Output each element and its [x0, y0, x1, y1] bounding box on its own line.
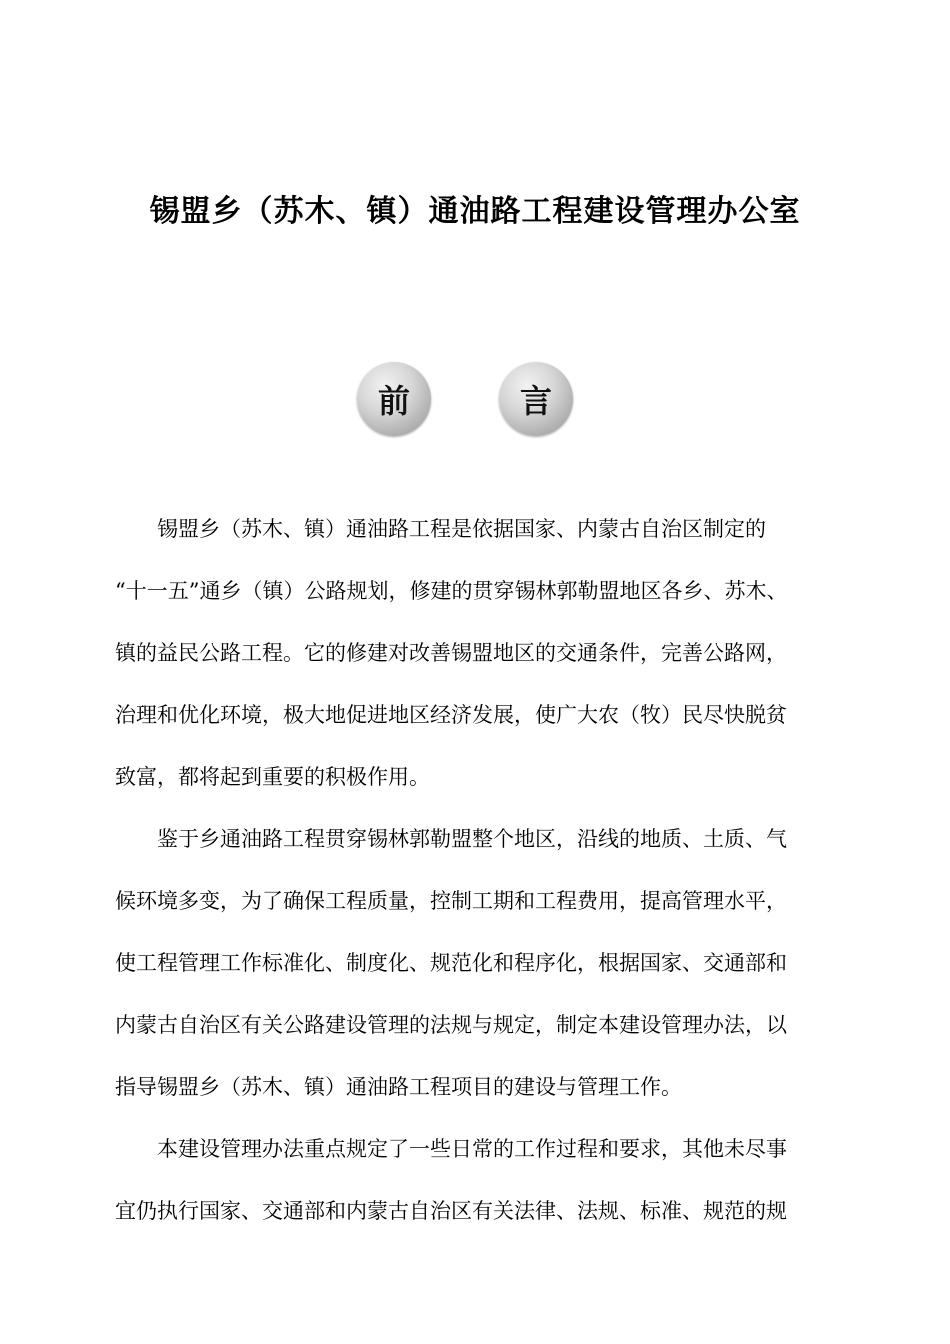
text-line: 镇的益民公路工程。它的修建对改善锡盟地区的交通条件，完善公路网， [115, 641, 787, 665]
document-title: 锡盟乡（苏木、镇）通油路工程建设管理办公室 [149, 194, 801, 229]
text-line: 锡盟乡（苏木、镇）通油路工程是依据国家、内蒙古自治区制定的 [115, 517, 766, 541]
text-line: “十一五”通乡（镇）公路规划，修建的贯穿锡林郭勒盟地区各乡、苏木、 [115, 579, 788, 603]
text-line: 指导锡盟乡（苏木、镇）通油路工程项目的建设与管理工作。 [115, 1075, 682, 1099]
preface-heading-char-1: 前 [357, 362, 431, 436]
paragraph-3 [115, 1118, 855, 1242]
text-line: 致富，都将起到重要的积极作用。 [115, 765, 430, 789]
text-line: 宜仍执行国家、交通部和内蒙古自治区有关法律、法规、标准、规范的规 [115, 1199, 787, 1223]
text-line: 候环境多变，为了确保工程质量，控制工期和工程费用，提高管理水平， [115, 889, 787, 913]
preface-body [115, 498, 855, 1242]
text-line: 使工程管理工作标准化、制度化、规范化和程序化，根据国家、交通部和 [115, 951, 787, 975]
paragraph-1 [115, 498, 855, 808]
preface-heading-char-2: 言 [499, 362, 573, 436]
text-line: 内蒙古自治区有关公路建设管理的法规与规定，制定本建设管理办法，以 [115, 1013, 787, 1037]
text-line: 鉴于乡通油路工程贯穿锡林郭勒盟整个地区，沿线的地质、土质、气 [115, 827, 787, 851]
text-line: 本建设管理办法重点规定了一些日常的工作过程和要求，其他未尽事 [115, 1137, 787, 1161]
paragraph-2 [115, 808, 855, 1118]
text-line: 治理和优化环境，极大地促进地区经济发展，使广大农（牧）民尽快脱贫 [115, 703, 787, 727]
